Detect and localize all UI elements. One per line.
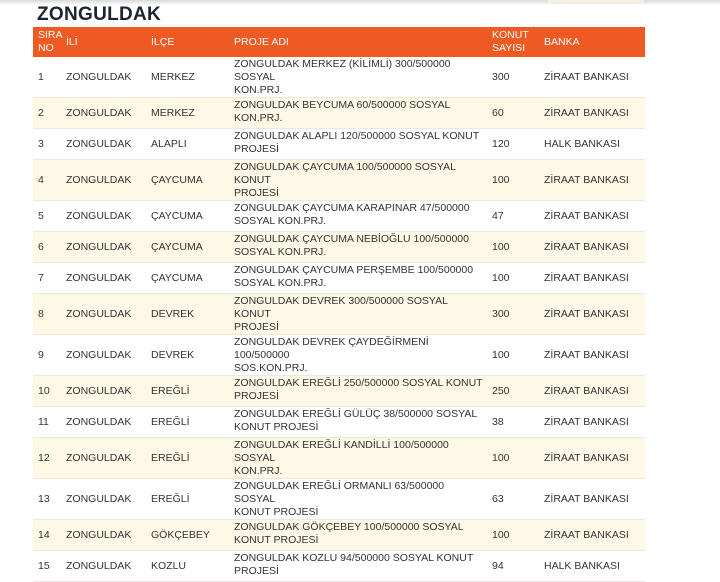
header-ilce: İLÇE [151, 35, 175, 48]
cell-proje [229, 335, 487, 376]
cell-ilce: EREĞLİ [146, 438, 229, 479]
cell-konut: 250 [487, 376, 539, 407]
cell-il: ZONGULDAK [61, 98, 146, 129]
cell-ilce: EREĞLİ [146, 376, 229, 407]
cell-sira: 13 [33, 479, 61, 520]
cell-sira: 12 [33, 438, 61, 479]
cell-proje [229, 520, 487, 551]
cell-banka: ZİRAAT BANKASI [539, 335, 645, 376]
projects-table-container [33, 27, 645, 582]
cell-ilce: ÇAYCUMA [146, 232, 229, 263]
cell-proje [229, 232, 487, 263]
cell-il: ZONGULDAK [61, 479, 146, 520]
proje-line1: ZONGULDAK ÇAYCUMA PERŞEMBE 100/500000 [234, 264, 474, 276]
table-row [33, 57, 645, 98]
cell-proje [229, 263, 487, 294]
cell-ilce: GÖKÇEBEY [146, 520, 229, 551]
cell-sira: 6 [33, 232, 61, 263]
cell-sira: 7 [33, 263, 61, 294]
table-row [33, 98, 645, 129]
cell-konut: 60 [487, 98, 539, 129]
cell-banka: HALK BANKASI [539, 129, 645, 160]
page-title: ZONGULDAK [37, 4, 162, 25]
cell-il: ZONGULDAK [61, 335, 146, 376]
cell-proje [229, 551, 487, 582]
proje-line2: KON.PRJ. [234, 112, 283, 124]
cell-konut: 100 [487, 335, 539, 376]
table-row [33, 335, 645, 376]
cell-proje [229, 129, 487, 160]
cell-il: ZONGULDAK [61, 160, 146, 201]
cell-ilce: EREĞLİ [146, 407, 229, 438]
header-konut-line2: SAYISI [492, 42, 526, 54]
proje-line2: PROJESİ [234, 321, 279, 333]
cell-sira: 9 [33, 335, 61, 376]
cell-proje [229, 160, 487, 201]
proje-line1: ZONGULDAK EREĞLİ 250/500000 SOSYAL KONUT [234, 377, 483, 389]
cell-ilce: DEVREK [146, 335, 229, 376]
cell-ilce: ÇAYCUMA [146, 160, 229, 201]
table-row [33, 129, 645, 160]
cell-il: ZONGULDAK [61, 263, 146, 294]
cell-proje [229, 407, 487, 438]
table-row [33, 479, 645, 520]
cell-banka: HALK BANKASI [539, 551, 645, 582]
proje-line1: ZONGULDAK DEVREK ÇAYDEĞİRMENİ 100/500000 [234, 336, 429, 361]
cell-il: ZONGULDAK [61, 438, 146, 479]
cell-banka: ZİRAAT BANKASI [539, 201, 645, 232]
header-banka: BANKA [544, 35, 580, 48]
cell-banka: ZİRAAT BANKASI [539, 263, 645, 294]
projects-table [33, 27, 645, 582]
proje-line2: KONUT PROJESİ [234, 534, 319, 546]
cell-sira: 2 [33, 98, 61, 129]
header-proje-adi: PROJE ADI [234, 35, 289, 48]
proje-line2: KONUT PROJESİ [234, 421, 319, 433]
cell-sira: 15 [33, 551, 61, 582]
cell-sira: 4 [33, 160, 61, 201]
table-row [33, 407, 645, 438]
proje-line1: ZONGULDAK EREĞLİ GÜLÜÇ 38/500000 SOSYAL [234, 408, 478, 420]
cell-banka: ZİRAAT BANKASI [539, 479, 645, 520]
cell-ilce: EREĞLİ [146, 479, 229, 520]
header-sira-line1: SIRA [38, 29, 63, 41]
header-sira-line2: NO [38, 42, 54, 54]
table-row [33, 201, 645, 232]
cell-proje [229, 57, 487, 98]
cell-banka: ZİRAAT BANKASI [539, 98, 645, 129]
cell-il: ZONGULDAK [61, 57, 146, 98]
cell-sira: 11 [33, 407, 61, 438]
cell-il: ZONGULDAK [61, 376, 146, 407]
proje-line1: ZONGULDAK EREĞLİ ORMANLI 63/500000 SOSYAL [234, 480, 445, 505]
cell-konut: 100 [487, 438, 539, 479]
cell-konut: 120 [487, 129, 539, 160]
proje-line1: ZONGULDAK EREĞLİ KANDİLLİ 100/500000 SOSYAL [234, 439, 449, 464]
table-row [33, 551, 645, 582]
cell-konut: 38 [487, 407, 539, 438]
proje-line1: ZONGULDAK BEYCUMA 60/500000 SOSYAL [234, 99, 451, 111]
cell-sira: 14 [33, 520, 61, 551]
cell-banka: ZİRAAT BANKASI [539, 520, 645, 551]
cell-il: ZONGULDAK [61, 129, 146, 160]
header-konut-line1: KONUT [492, 29, 529, 41]
cell-konut: 100 [487, 520, 539, 551]
cell-sira: 1 [33, 57, 61, 98]
cell-konut: 100 [487, 160, 539, 201]
header-sira-no [33, 27, 61, 57]
cell-sira: 10 [33, 376, 61, 407]
proje-line2: PROJESİ [234, 565, 279, 577]
table-row [33, 160, 645, 201]
cell-il: ZONGULDAK [61, 407, 146, 438]
cell-ilce: ÇAYCUMA [146, 263, 229, 294]
cell-proje [229, 479, 487, 520]
proje-line1: ZONGULDAK GÖKÇEBEY 100/500000 SOSYAL [234, 521, 464, 533]
cell-il: ZONGULDAK [61, 232, 146, 263]
cell-banka: ZİRAAT BANKASI [539, 232, 645, 263]
cell-ilce: KOZLU [146, 551, 229, 582]
cell-il: ZONGULDAK [61, 520, 146, 551]
cell-konut: 100 [487, 263, 539, 294]
proje-line2: KONUT PROJESİ [234, 506, 319, 518]
proje-line2: SOSYAL KON.PRJ. [234, 215, 327, 227]
cell-ilce: DEVREK [146, 294, 229, 335]
cell-il: ZONGULDAK [61, 201, 146, 232]
header-il: İLİ [66, 35, 78, 48]
table-row [33, 438, 645, 479]
table-row [33, 263, 645, 294]
proje-line2: PROJESİ [234, 143, 279, 155]
cell-banka: ZİRAAT BANKASI [539, 438, 645, 479]
proje-line2: PROJESİ [234, 390, 279, 402]
cell-konut: 47 [487, 201, 539, 232]
cell-ilce: ALAPLI [146, 129, 229, 160]
cell-il: ZONGULDAK [61, 551, 146, 582]
cell-banka: ZİRAAT BANKASI [539, 376, 645, 407]
proje-line1: ZONGULDAK ÇAYCUMA 100/500000 SOSYAL KONUT [234, 161, 456, 186]
cell-konut: 300 [487, 57, 539, 98]
proje-line2: SOSYAL KON.PRJ. [234, 246, 327, 258]
cell-banka: ZİRAAT BANKASI [539, 160, 645, 201]
cell-sira: 5 [33, 201, 61, 232]
proje-line1: ZONGULDAK KOZLU 94/500000 SOSYAL KONUT [234, 552, 474, 564]
table-row [33, 376, 645, 407]
cell-ilce: ÇAYCUMA [146, 201, 229, 232]
cell-ilce: MERKEZ [146, 57, 229, 98]
proje-line2: SOS.KON.PRJ. [234, 362, 308, 374]
cell-sira: 3 [33, 129, 61, 160]
proje-line2: PROJESİ [234, 187, 279, 199]
cell-proje [229, 376, 487, 407]
proje-line1: ZONGULDAK MERKEZ (KİLİMLİ) 300/500000 SOSYAL [234, 58, 451, 83]
cell-sira: 8 [33, 294, 61, 335]
cell-proje [229, 98, 487, 129]
cell-proje [229, 294, 487, 335]
cell-banka: ZİRAAT BANKASI [539, 294, 645, 335]
cell-banka: ZİRAAT BANKASI [539, 407, 645, 438]
cell-il: ZONGULDAK [61, 294, 146, 335]
proje-line2: SOSYAL KON.PRJ. [234, 277, 327, 289]
cell-konut: 300 [487, 294, 539, 335]
proje-line1: ZONGULDAK ÇAYCUMA KARAPINAR 47/500000 [234, 202, 470, 214]
proje-line1: ZONGULDAK ÇAYCUMA NEBİOĞLU 100/500000 [234, 233, 469, 245]
table-header [33, 27, 645, 57]
proje-line1: ZONGULDAK ALAPLI 120/500000 SOSYAL KONUT [234, 130, 480, 142]
header-konut-sayisi [487, 27, 539, 57]
cell-konut: 94 [487, 551, 539, 582]
cell-proje [229, 201, 487, 232]
table-row [33, 294, 645, 335]
cell-ilce: MERKEZ [146, 98, 229, 129]
cell-proje [229, 438, 487, 479]
top-tab [548, 0, 644, 4]
table-row [33, 232, 645, 263]
cell-banka: ZİRAAT BANKASI [539, 57, 645, 98]
table-body [33, 57, 645, 582]
table-row [33, 520, 645, 551]
cell-konut: 63 [487, 479, 539, 520]
header-row [33, 27, 645, 57]
proje-line2: KON.PRJ. [234, 465, 283, 477]
cell-konut: 100 [487, 232, 539, 263]
proje-line1: ZONGULDAK DEVREK 300/500000 SOSYAL KONUT [234, 295, 448, 320]
proje-line2: KON.PRJ. [234, 84, 283, 96]
